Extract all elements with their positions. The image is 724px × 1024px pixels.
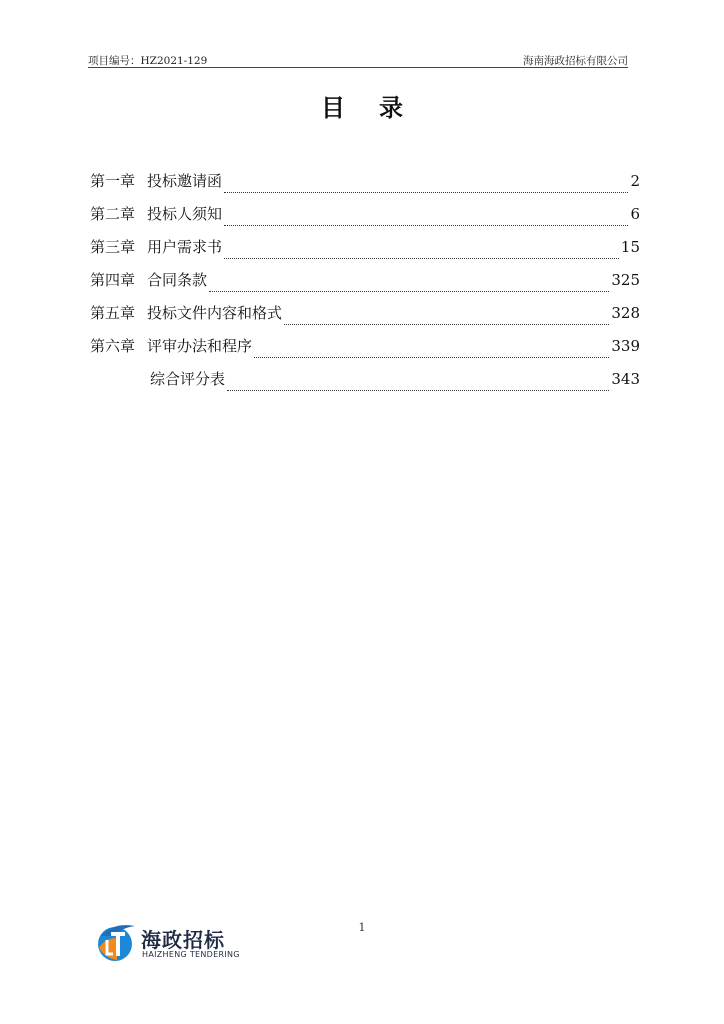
toc-entry-title: 投标邀请函	[147, 172, 223, 190]
toc-leader-dots	[224, 257, 619, 259]
company-name: 海南海政招标有限公司	[523, 55, 628, 67]
toc-leader-dots	[224, 224, 628, 226]
toc-entry-chapter-6[interactable]	[90, 335, 640, 368]
toc-entry-title: 综合评分表	[150, 370, 226, 388]
toc-page-number: 325	[611, 271, 640, 289]
page-header	[88, 53, 628, 68]
logo-chinese-text: 海政招标	[141, 928, 225, 952]
toc-leader-dots	[284, 323, 609, 325]
toc-chapter-label: 第六章	[90, 337, 136, 355]
toc-chapter-label: 第四章	[90, 271, 136, 289]
toc-entry-scoring-table[interactable]	[90, 368, 640, 401]
toc-entry-title: 投标人须知	[147, 205, 223, 223]
page-number: 1	[358, 921, 366, 934]
toc-title: 目录	[321, 93, 437, 122]
toc-entry-chapter-2[interactable]	[90, 203, 640, 236]
toc-entry-title: 投标文件内容和格式	[147, 304, 283, 322]
toc-entry-title: 评审办法和程序	[147, 337, 253, 355]
toc-chapter-label: 第三章	[90, 238, 136, 256]
company-logo	[95, 918, 245, 964]
toc-entry-chapter-3[interactable]	[90, 236, 640, 269]
toc-entry-chapter-1[interactable]	[90, 170, 640, 203]
toc-leader-dots	[254, 356, 609, 358]
toc-page-number: 339	[611, 337, 640, 355]
toc-chapter-label: 第二章	[90, 205, 136, 223]
project-number: 项目编号：HZ2021-129	[88, 55, 208, 67]
toc-entry-title: 用户需求书	[147, 238, 223, 256]
toc-entry-chapter-4[interactable]	[90, 269, 640, 302]
toc-page-number: 6	[630, 205, 640, 223]
toc-leader-dots	[227, 389, 609, 391]
toc-chapter-label: 第五章	[90, 304, 136, 322]
toc-entry-title: 合同条款	[147, 271, 208, 289]
toc-entry-chapter-5[interactable]	[90, 302, 640, 335]
toc-page-number: 2	[630, 172, 640, 190]
haizheng-logo-icon	[95, 918, 139, 964]
toc-page-number: 15	[620, 238, 640, 256]
toc-leader-dots	[209, 290, 609, 292]
toc-leader-dots	[224, 191, 628, 193]
toc-page-number: 343	[611, 370, 640, 388]
toc-chapter-label: 第一章	[90, 172, 136, 190]
table-of-contents	[90, 170, 640, 401]
toc-page-number: 328	[611, 304, 640, 322]
logo-english-text: HAIZHENG TENDERING	[142, 950, 240, 959]
